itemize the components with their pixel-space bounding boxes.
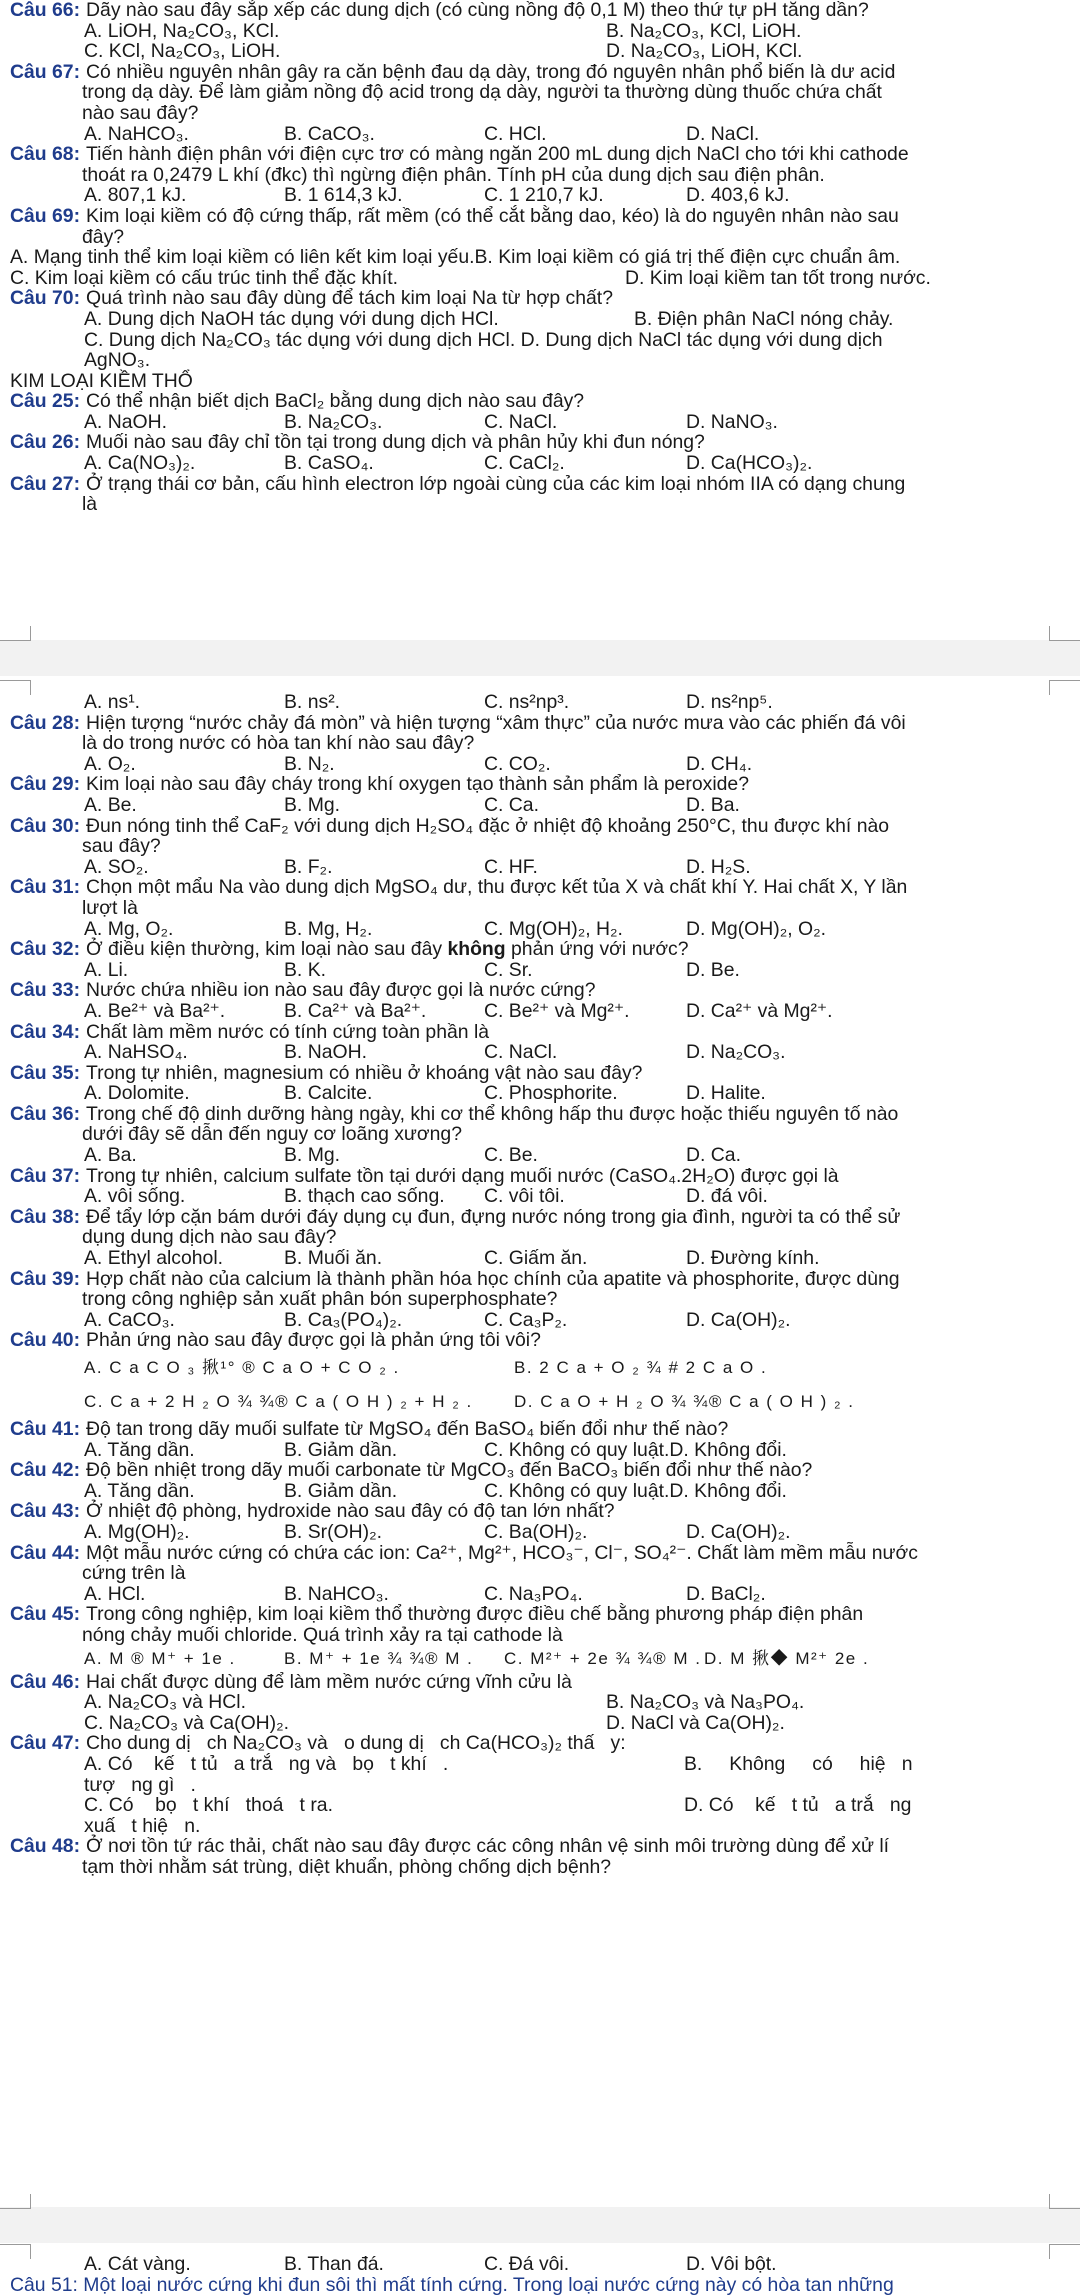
option-c: C. HF. bbox=[484, 855, 538, 878]
question-stem: Ở nhiệt độ phòng, hydroxide nào sau đây có độ tan lớn nhất? bbox=[86, 1500, 615, 1523]
option-b: B. Na₂CO₃, KCl, LiOH. bbox=[606, 19, 802, 42]
question-stem: Kim loại kiềm có độ cứng thấp, rất mềm (có thể cắt bằng dao, kéo) là do nguyên nhân nào sau bbox=[86, 204, 899, 227]
option-c: C. NaCl. bbox=[484, 1041, 558, 1064]
question-45 bbox=[10, 1604, 1064, 1625]
question-number: Câu 41: bbox=[10, 1418, 81, 1440]
option-d: D. Ca. bbox=[686, 1144, 741, 1167]
question-number: Câu 69: bbox=[10, 204, 81, 227]
option-c: C. Giấm ăn. bbox=[484, 1247, 588, 1270]
question-stem: Quá trình nào sau đây dùng để tách kim loại Na từ hợp chất? bbox=[86, 287, 613, 310]
question-51-partial: Câu 51: Một loại nước cứng khi đun sôi thì mất tính cứng. Trong loại nước cứng này có hòa tan những bbox=[10, 2273, 894, 2296]
question-number: Câu 46: bbox=[10, 1670, 81, 1693]
question-number: Câu 47: bbox=[10, 1732, 81, 1755]
question-stem: Phản ứng nào sau đây được gọi là phản ứng tôi vôi? bbox=[86, 1329, 541, 1352]
option-a: A. Tăng dần. bbox=[84, 1479, 195, 1502]
page-gap-1 bbox=[0, 640, 1080, 676]
option-b: B. N₂. bbox=[284, 752, 335, 775]
question-stem: Ở nơi tồn tứ rác thải, chất nào sau đây được các công nhân vệ sinh môi trường dùng để xử lí bbox=[86, 1835, 890, 1858]
options bbox=[10, 1584, 1064, 1605]
question-41 bbox=[10, 1419, 1064, 1440]
question-stem: Hợp chất nào của calcium là thành phần hóa học chính của apatite và phosphorite, được dùng bbox=[86, 1267, 900, 1290]
question-number: Câu 26: bbox=[10, 431, 81, 454]
question-stem-cont: đây? bbox=[82, 225, 125, 248]
option-a: A. Be. bbox=[84, 793, 137, 816]
question-36 bbox=[10, 1104, 1064, 1125]
options bbox=[10, 2254, 1064, 2275]
options bbox=[10, 754, 1064, 775]
question-stem-end: phản ứng với nước? bbox=[505, 938, 689, 961]
option-c: C. Mg(OH)₂, H₂. bbox=[484, 917, 623, 940]
options bbox=[10, 268, 1064, 289]
option-a: A. CaCO₃. bbox=[84, 1308, 175, 1331]
question-70 bbox=[10, 288, 1064, 309]
option-b: B. NaOH. bbox=[284, 1041, 367, 1064]
option-b: B. Mg. bbox=[284, 793, 341, 816]
question-number: Câu 48: bbox=[10, 1835, 81, 1858]
question-stem-cont: trong dạ dày. Để làm giảm nồng độ acid trong dạ dày, người ta thường dùng thuốc chứa chất bbox=[82, 81, 882, 104]
options bbox=[10, 1310, 1064, 1331]
option-a: A. Dolomite. bbox=[84, 1082, 190, 1105]
question-stem-cont: nào sau đây? bbox=[82, 101, 199, 124]
option-b: B. Điện phân NaCl nóng chảy. bbox=[634, 307, 894, 330]
option-cd: C. Không có quy luật.D. Không đổi. bbox=[484, 1438, 787, 1461]
question-stem: Độ bền nhiệt trong dãy muối carbonate từ MgCO₃ đến BaCO₃ biến đổi như thế nào? bbox=[86, 1459, 813, 1482]
question-stem: Trong công nghiệp, kim loại kiềm thổ thường được điều chế bằng phương pháp điện phân bbox=[86, 1603, 864, 1626]
option-c: C. Sr. bbox=[484, 958, 533, 981]
options bbox=[10, 1351, 1064, 1385]
options bbox=[10, 309, 1064, 330]
question-stem: Chất làm mềm nước có tính cứng toàn phần là bbox=[86, 1020, 490, 1043]
option-b: B. ns². bbox=[284, 691, 341, 713]
question-number: Câu 33: bbox=[10, 979, 81, 1002]
question-46 bbox=[10, 1672, 1064, 1693]
options bbox=[10, 412, 1064, 433]
option-c: C. Ca₃P₂. bbox=[484, 1308, 568, 1331]
option-c: C. C a + 2 H ₂ O ¾ ¾® C a ( O H ) ₂ + H ₂ . bbox=[84, 1392, 473, 1411]
option-d: D. Mg(OH)₂, O₂. bbox=[686, 917, 827, 940]
question-44 bbox=[10, 1543, 1064, 1564]
page-3 bbox=[0, 2253, 1080, 2296]
option-a: A. C a C O ₃ 揪¹° ® C a O + C O ₂ . bbox=[84, 1358, 400, 1377]
options bbox=[10, 1692, 1064, 1713]
option-a: A. Li. bbox=[84, 958, 129, 981]
option-b: B. Na₂CO₃. bbox=[284, 410, 383, 433]
question-stem: Có thể nhận biết dịch BaCl₂ bằng dung dịch nào sau đây? bbox=[86, 390, 585, 413]
question-stem: Chọn một mẩu Na vào dung dịch MgSO₄ dư, thu được kết tủa X và chất khí Y. Hai chất X, Y lần bbox=[86, 876, 908, 899]
option-d: D. Na₂CO₃, LiOH, KCl. bbox=[606, 40, 803, 63]
question-28 bbox=[10, 713, 1064, 734]
option-ab: A. Mạng tinh thể kim loại kiềm có liên kết kim loại yếu.B. Kim loại kiềm có giá trị thế điện cực chuẩn âm. bbox=[10, 246, 901, 269]
option-c: C. 1 210,7 kJ. bbox=[484, 184, 604, 207]
options bbox=[10, 1083, 1064, 1104]
options bbox=[10, 1713, 1064, 1734]
question-48 bbox=[10, 1836, 1064, 1857]
question-stem: Để tẩy lớp cặn bám dưới đáy dụng cụ đun, đựng nước nóng trong gia đình, người ta có thể sử bbox=[86, 1205, 901, 1228]
option-a: A. 807,1 kJ. bbox=[84, 184, 187, 207]
page-1 bbox=[0, 0, 1080, 628]
option-a: A. Cát vàng. bbox=[84, 2253, 191, 2275]
options bbox=[10, 21, 1064, 42]
option-c: C. Phosphorite. bbox=[484, 1082, 618, 1105]
options bbox=[10, 1481, 1064, 1502]
option-cd-cont: AgNO₃. bbox=[84, 349, 151, 372]
options bbox=[10, 1522, 1064, 1543]
options bbox=[10, 124, 1064, 145]
options bbox=[10, 1001, 1064, 1022]
option-b: B. Giảm dần. bbox=[284, 1479, 398, 1502]
options bbox=[10, 453, 1064, 474]
question-stem: Đun nóng tinh thể CaF₂ với dung dịch H₂SO₄ đặc ở nhiệt độ khoảng 250°C, thu được khí nào bbox=[86, 814, 890, 837]
option-a: A. Na₂CO₃ và HCl. bbox=[84, 1691, 246, 1714]
option-d: D. NaCl. bbox=[686, 122, 760, 145]
option-a: A. Ba. bbox=[84, 1144, 137, 1167]
option-a: A. HCl. bbox=[84, 1582, 146, 1605]
option-b: B. Mg. bbox=[284, 1144, 341, 1167]
question-number: Câu 25: bbox=[10, 390, 81, 413]
option-b: B. K. bbox=[284, 958, 327, 981]
question-stem-cont: trong công nghiệp sản xuất phân bón superphosphate? bbox=[82, 1288, 558, 1311]
question-stem-cont: tạm thời nhằm sát trùng, diệt khuẩn, phòng chống dịch bệnh? bbox=[82, 1855, 612, 1878]
option-b: B. Calcite. bbox=[284, 1082, 373, 1105]
option-c: C. M²⁺ + 2e ¾ ¾® M . bbox=[504, 1648, 702, 1668]
option-a: A. LiOH, Na₂CO₃, KCl. bbox=[84, 19, 280, 42]
question-stem: Muối nào sau đây chỉ tồn tại trong dung dịch và phân hủy khi đun nóng? bbox=[86, 431, 705, 454]
option-b: B. Giảm dần. bbox=[284, 1438, 398, 1461]
question-stem: Hiện tượng “nước chảy đá mòn” và hiện tượng “xâm thực” của nước mưa vào các phiến đá vôi bbox=[86, 711, 906, 734]
question-stem-cont: cứng trên là bbox=[82, 1562, 186, 1585]
options bbox=[10, 1754, 1064, 1775]
question-42 bbox=[10, 1460, 1064, 1481]
option-b: B. Mg, H₂. bbox=[284, 917, 373, 940]
option-d: D. Ba. bbox=[686, 793, 740, 816]
question-47 bbox=[10, 1733, 1064, 1754]
option-c: C. CO₂. bbox=[484, 752, 551, 775]
question-68 bbox=[10, 144, 1064, 165]
page-2 bbox=[0, 692, 1080, 2232]
question-number: Câu 66: bbox=[10, 0, 81, 21]
option-a: A. ns¹. bbox=[84, 691, 141, 713]
option-a: A. Ethyl alcohol. bbox=[84, 1247, 224, 1270]
question-number: Câu 42: bbox=[10, 1459, 81, 1482]
options bbox=[10, 1385, 1064, 1419]
question-number: Câu 68: bbox=[10, 143, 81, 166]
section-heading: KIM LOẠI KIỀM THỔ bbox=[10, 369, 193, 392]
question-26 bbox=[10, 432, 1064, 453]
question-number: Câu 35: bbox=[10, 1061, 81, 1084]
option-a: A. Dung dịch NaOH tác dụng với dung dịch HCl. bbox=[84, 307, 499, 330]
option-c: C. Be. bbox=[484, 1144, 538, 1167]
option-b: B. thạch cao sống. bbox=[284, 1185, 445, 1208]
option-d: D. Ca²⁺ và Mg²⁺. bbox=[686, 999, 833, 1022]
question-number: Câu 45: bbox=[10, 1603, 81, 1626]
question-43 bbox=[10, 1501, 1064, 1522]
option-d: D. 403,6 kJ. bbox=[686, 184, 790, 207]
question-69 bbox=[10, 206, 1064, 227]
question-31 bbox=[10, 877, 1064, 898]
question-stem: Một mẫu nước cứng có chứa các ion: Ca²⁺, Mg²⁺, HCO₃⁻, Cl⁻, SO₄²⁻. Chất làm mềm mẫu nước bbox=[86, 1541, 918, 1564]
question-number: Câu 67: bbox=[10, 60, 81, 83]
option-a: A. Ca(NO₃)₂. bbox=[84, 452, 196, 475]
option-a: A. Mg, O₂. bbox=[84, 917, 174, 940]
question-number: Câu 29: bbox=[10, 773, 81, 796]
option-c: C. Kim loại kiềm có cấu trúc tinh thể đặc khít. bbox=[10, 266, 398, 289]
corner-mark bbox=[0, 626, 31, 641]
option-b: B. 2 C a + O ₂ ¾ # 2 C a O . bbox=[514, 1358, 768, 1377]
options bbox=[10, 41, 1064, 62]
question-stem: Độ tan trong dãy muối sulfate từ MgSO₄ đến BaSO₄ biến đổi như thế nào? bbox=[86, 1418, 729, 1440]
option-d: D. đá vôi. bbox=[686, 1185, 768, 1208]
question-stem: Hai chất được dùng để làm mềm nước cứng vĩnh cửu là bbox=[86, 1670, 572, 1693]
question-33 bbox=[10, 980, 1064, 1001]
option-c: C. Có bọ t khí thoá t ra. bbox=[84, 1794, 333, 1817]
option-b: B. Ca₃(PO₄)₂. bbox=[284, 1308, 403, 1331]
option-b: B. 1 614,3 kJ. bbox=[284, 184, 403, 207]
options bbox=[10, 795, 1064, 816]
question-stem: Dãy nào sau đây sắp xếp các dung dịch (có cùng nồng độ 0,1 M) theo thứ tự pH tăng dần? bbox=[86, 0, 869, 21]
question-stem-cont: thoát ra 0,2479 L khí (đkc) thì ngừng điện phân. Tính pH của dung dịch sau điện phân. bbox=[82, 163, 825, 186]
option-a: A. Be²⁺ và Ba²⁺. bbox=[84, 999, 226, 1022]
question-stem: Kim loại nào sau đây cháy trong khí oxygen tạo thành sản phẩm là peroxide? bbox=[86, 773, 749, 796]
question-66 bbox=[10, 0, 1064, 21]
option-a-cont: tượ ng gì . bbox=[84, 1773, 196, 1796]
option-a: A. NaHCO₃. bbox=[84, 122, 189, 145]
option-d: D. BaCl₂. bbox=[686, 1582, 766, 1605]
option-d: D. C a O + H ₂ O ¾ ¾® C a ( O H ) ₂ . bbox=[514, 1392, 855, 1411]
question-stem: Trong tự nhiên, calcium sulfate tồn tại dưới dạng muối nước (CaSO₄.2H₂O) được gọi là bbox=[86, 1164, 839, 1187]
option-d: D. ns²np⁵. bbox=[686, 691, 773, 713]
option-d: D. Có kế t tủ a trắ ng bbox=[684, 1794, 912, 1817]
option-a: A. vôi sống. bbox=[84, 1185, 186, 1208]
question-stem-cont: sau đây? bbox=[82, 835, 161, 858]
question-number: Câu 37: bbox=[10, 1164, 81, 1187]
option-d: D. Na₂CO₃. bbox=[686, 1041, 786, 1064]
question-39 bbox=[10, 1269, 1064, 1290]
question-29 bbox=[10, 774, 1064, 795]
option-d: D. NaNO₃. bbox=[686, 410, 778, 433]
question-number: Câu 39: bbox=[10, 1267, 81, 1290]
question-stem-cont: là bbox=[82, 493, 98, 516]
question-number: Câu 43: bbox=[10, 1500, 81, 1523]
option-c: C. Ca. bbox=[484, 793, 539, 816]
option-c: C. Na₂CO₃ và Ca(OH)₂. bbox=[84, 1711, 290, 1734]
question-27 bbox=[10, 474, 1064, 495]
emphasis-word: không bbox=[447, 938, 506, 961]
option-d: D. CH₄. bbox=[686, 752, 753, 775]
option-a: A. Mg(OH)₂. bbox=[84, 1520, 190, 1543]
question-stem: Trong tự nhiên, magnesium có nhiều ở khoáng vật nào sau đây? bbox=[86, 1061, 643, 1084]
question-stem-cont: dụng dung dịch nào sau đây? bbox=[82, 1226, 337, 1249]
option-c: C. HCl. bbox=[484, 122, 547, 145]
option-a: A. NaOH. bbox=[84, 410, 167, 433]
option-c: C. KCl, Na₂CO₃, LiOH. bbox=[84, 40, 281, 63]
question-number: Câu 44: bbox=[10, 1541, 81, 1564]
option-c: C. Be²⁺ và Mg²⁺. bbox=[484, 999, 630, 1022]
question-25 bbox=[10, 391, 1064, 412]
question-stem: Trong chế độ dinh dưỡng hàng ngày, khi cơ thể không hấp thu được hoặc thiếu nguyên tố nào bbox=[86, 1102, 899, 1125]
question-67 bbox=[10, 62, 1064, 83]
option-d: D. Vôi bột. bbox=[686, 2253, 777, 2275]
question-38 bbox=[10, 1207, 1064, 1228]
option-cd: C. Dung dịch Na₂CO₃ tác dụng với dung dịch HCl. D. Dung dịch NaCl tác dụng với dung dịch bbox=[84, 328, 883, 351]
options bbox=[10, 919, 1064, 940]
question-35 bbox=[10, 1063, 1064, 1084]
question-40 bbox=[10, 1330, 1064, 1351]
option-d: D. M 揪◆ M²⁺ 2e . bbox=[704, 1648, 870, 1668]
options bbox=[10, 1795, 1064, 1816]
option-d: D. Be. bbox=[686, 958, 740, 981]
question-number: Câu 28: bbox=[10, 711, 81, 734]
options bbox=[10, 185, 1064, 206]
question-stem: Ở trạng thái cơ bản, cấu hình electron lớp ngoài cùng của các kim loại nhóm IIA có dạng chung bbox=[86, 472, 906, 495]
option-c: C. Đá vôi. bbox=[484, 2253, 570, 2275]
option-d: D. Ca(HCO₃)₂. bbox=[686, 452, 813, 475]
option-d: D. Ca(OH)₂. bbox=[686, 1308, 791, 1331]
option-a: A. SO₂. bbox=[84, 855, 149, 878]
option-c: C. Ba(OH)₂. bbox=[484, 1520, 588, 1543]
option-a: A. M ® M⁺ + 1e . bbox=[84, 1648, 236, 1668]
question-stem: Tiến hành điện phân với điện cực trơ có màng ngăn 200 mL dung dịch NaCl cho tới khi cathode bbox=[86, 143, 909, 166]
options bbox=[10, 692, 1064, 713]
question-stem-cont: lượt là bbox=[82, 896, 138, 919]
options bbox=[10, 1145, 1064, 1166]
option-a: A. Có kế t tủ a trắ ng và bọ t khí . bbox=[84, 1752, 449, 1775]
question-stem-cont: là do trong nước có hòa tan khí nào sau đây? bbox=[82, 732, 475, 755]
question-37 bbox=[10, 1166, 1064, 1187]
option-d: D. Halite. bbox=[686, 1082, 766, 1105]
options bbox=[10, 1248, 1064, 1269]
option-c: C. vôi tôi. bbox=[484, 1185, 565, 1208]
question-number: Câu 36: bbox=[10, 1102, 81, 1125]
option-b: B. CaSO₄. bbox=[284, 452, 374, 475]
question-stem: Cho dung dị ch Na₂CO₃ và o dung dị ch Ca(HCO₃)₂ thấ y: bbox=[86, 1732, 626, 1755]
option-a: A. NaHSO₄. bbox=[84, 1041, 188, 1064]
option-c: C. NaCl. bbox=[484, 410, 558, 433]
question-34 bbox=[10, 1022, 1064, 1043]
option-b: B. Sr(OH)₂. bbox=[284, 1520, 383, 1543]
question-32 bbox=[10, 939, 1064, 960]
option-d: D. Kim loại kiềm tan tốt trong nước. bbox=[625, 266, 931, 289]
options bbox=[10, 1186, 1064, 1207]
corner-mark bbox=[1049, 626, 1080, 641]
option-b: B. Than đá. bbox=[284, 2253, 384, 2275]
question-number: Câu 38: bbox=[10, 1205, 81, 1228]
option-d: D. Đường kính. bbox=[686, 1247, 820, 1270]
options bbox=[10, 857, 1064, 878]
question-stem-cont: nóng chảy muối chloride. Quá trình xảy ra tại cathode là bbox=[82, 1623, 563, 1646]
options bbox=[10, 1646, 1064, 1672]
options bbox=[10, 960, 1064, 981]
question-stem: Ở điều kiện thường, kim loại nào sau đây bbox=[86, 938, 448, 961]
question-number: Câu 31: bbox=[10, 876, 81, 899]
question-number: Câu 30: bbox=[10, 814, 81, 837]
option-b: B. F₂. bbox=[284, 855, 333, 878]
question-30 bbox=[10, 816, 1064, 837]
option-b: B. Không có hiệ n bbox=[684, 1752, 913, 1775]
option-a: A. O₂. bbox=[84, 752, 136, 775]
option-b: B. CaCO₃. bbox=[284, 122, 375, 145]
question-number: Câu 70: bbox=[10, 287, 81, 310]
option-c: C. CaCl₂. bbox=[484, 452, 565, 475]
option-b: B. Muối ăn. bbox=[284, 1247, 383, 1270]
question-number: Câu 34: bbox=[10, 1020, 81, 1043]
option-d: D. H₂S. bbox=[686, 855, 751, 878]
option-d: D. Ca(OH)₂. bbox=[686, 1520, 791, 1543]
options bbox=[10, 1440, 1064, 1461]
question-stem: Có nhiều nguyên nhân gây ra căn bệnh đau dạ dày, trong đó nguyên nhân phổ biến là dư acid bbox=[86, 60, 896, 83]
option-b: B. Na₂CO₃ và Na₃PO₄. bbox=[606, 1691, 805, 1714]
option-b: B. NaHCO₃. bbox=[284, 1582, 389, 1605]
option-d-cont: xuấ t hiệ n. bbox=[84, 1814, 201, 1837]
options bbox=[10, 1042, 1064, 1063]
option-b: B. Ca²⁺ và Ba²⁺. bbox=[284, 999, 427, 1022]
question-stem: Nước chứa nhiều ion nào sau đây được gọi là nước cứng? bbox=[86, 979, 596, 1002]
question-stem-cont: dưới đây sẽ dẫn đến nguy cơ loãng xương? bbox=[82, 1123, 462, 1146]
option-a: A. Tăng dần. bbox=[84, 1438, 195, 1461]
option-cd: C. Không có quy luật.D. Không đổi. bbox=[484, 1479, 787, 1502]
question-number: Câu 40: bbox=[10, 1329, 81, 1352]
option-b: B. M⁺ + 1e ¾ ¾® M . bbox=[284, 1648, 474, 1668]
option-c: C. ns²np³. bbox=[484, 691, 570, 713]
question-number: Câu 32: bbox=[10, 938, 81, 961]
option-c: C. Na₃PO₄. bbox=[484, 1582, 583, 1605]
option-d: D. NaCl và Ca(OH)₂. bbox=[606, 1711, 785, 1734]
question-number: Câu 27: bbox=[10, 472, 81, 495]
